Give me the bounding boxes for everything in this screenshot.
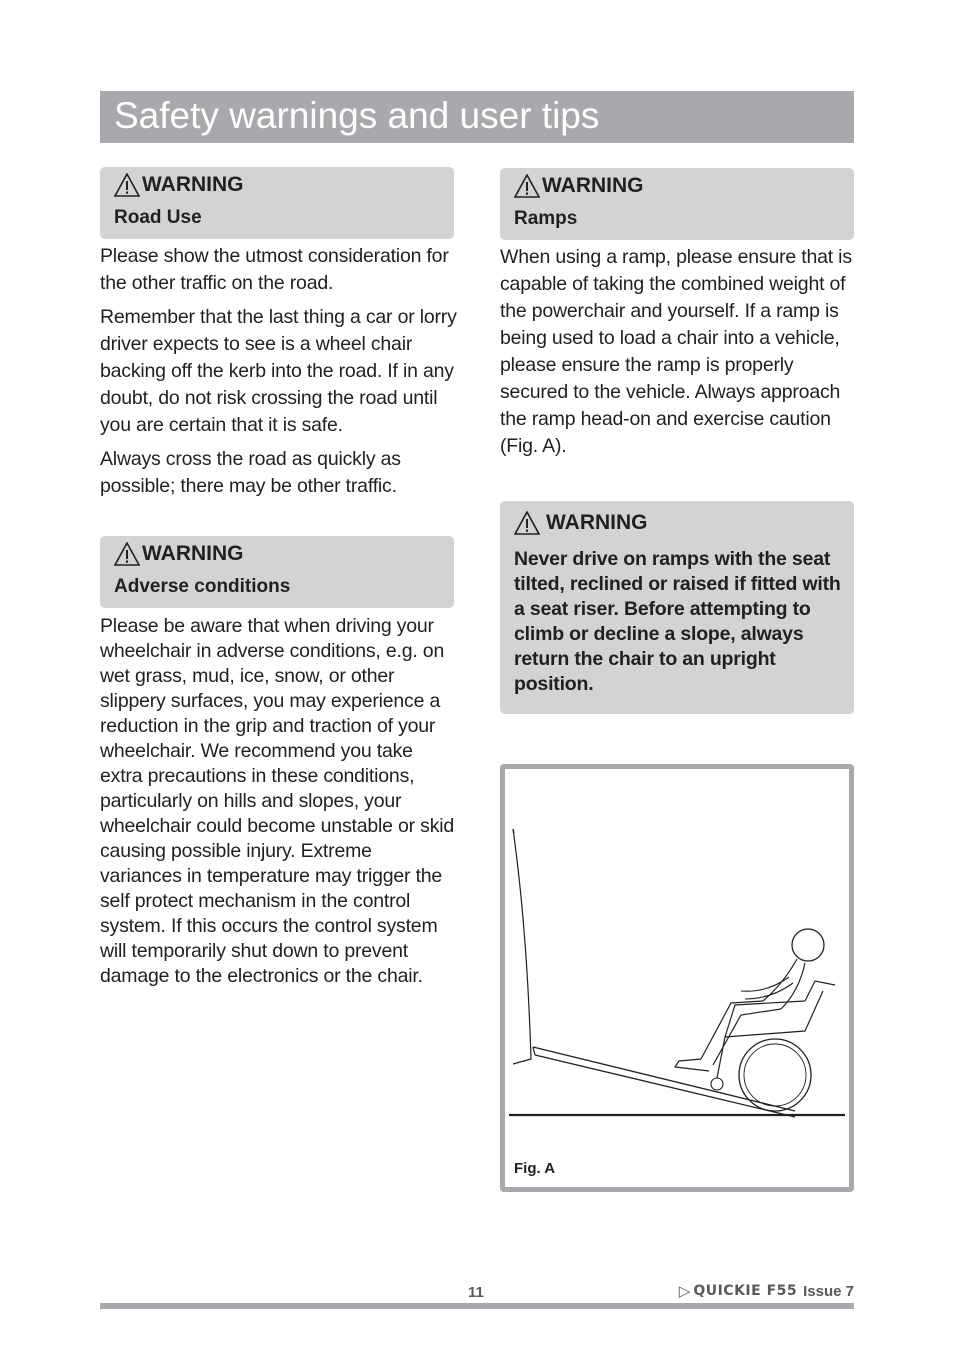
warning-label: WARNING <box>142 173 244 196</box>
warning-triangle-icon <box>514 511 540 535</box>
issue-label: Issue 7 <box>803 1282 854 1300</box>
seat-warning-text: Never drive on ramps with the seat tilted, reclined or raised if fitted with a seat riser. Before attempting to climb or decline a slope, always return the chair to an upright position. <box>514 548 841 695</box>
seat-warning-box <box>500 501 854 714</box>
ramps-text: When using a ramp, please ensure that is capable of taking the combined weight of the powerchair and yourself. If a ramp is being used to load a chair into a vehicle, please ensure the ramp is properly secured to the vehicle. Always approach the ramp head-on and exercise caution (Fig. A). <box>500 246 852 457</box>
road-use-paragraph-2: Remember that the last thing a car or lorry driver expects to see is a wheel chair backing off the kerb into the road. If in any doubt, do not risk crossing the road until you are certain that it is safe. <box>100 306 457 436</box>
wheelchair-on-ramp-illustration <box>505 769 849 1129</box>
warning-label: WARNING <box>142 542 244 565</box>
warning-triangle-icon <box>114 542 140 566</box>
road-use-paragraph-3: Always cross the road as quickly as possible; there may be other traffic. <box>100 448 401 497</box>
footer-brand <box>679 1282 854 1300</box>
brand-logo: QUICKIE F55 <box>693 1283 798 1299</box>
ramps-subtitle: Ramps <box>514 208 578 229</box>
road-use-text <box>100 243 458 507</box>
figure-a-frame <box>500 764 854 1192</box>
page-number: 11 <box>468 1284 484 1301</box>
warning-label: WARNING <box>546 511 648 534</box>
adverse-text: Please be aware that when driving your wheelchair in adverse conditions, e.g. on wet grass, mud, ice, snow, or other slippery surfaces, you may experience a reduction in the grip and traction of your wheelchair. We recommend you take extra precautions in these conditions, particularly on hills and slopes, your wheelchair could become unstable or skid causing possible injury. Extreme variances in temperature may trigger the self protect mechanism in the control system. If this occurs the control system will temporarily shut down to prevent damage to the electronics or the chair. <box>100 615 455 987</box>
figure-caption: Fig. A <box>514 1160 556 1177</box>
page-title: Safety warnings and user tips <box>114 95 600 136</box>
title-bar <box>100 91 854 143</box>
warning-triangle-icon <box>514 174 540 198</box>
adverse-subtitle: Adverse conditions <box>114 576 291 597</box>
play-triangle-icon: ▷ <box>678 1283 691 1300</box>
road-use-paragraph-1: Please show the utmost consideration for the other traffic on the road. <box>100 245 449 294</box>
adverse-warning-header <box>100 536 454 608</box>
road-use-subtitle: Road Use <box>114 207 202 228</box>
footer-rule <box>100 1303 854 1309</box>
ramps-warning-header <box>500 168 854 240</box>
warning-label: WARNING <box>542 174 644 197</box>
road-use-warning-header <box>100 167 454 239</box>
warning-triangle-icon <box>114 173 140 197</box>
